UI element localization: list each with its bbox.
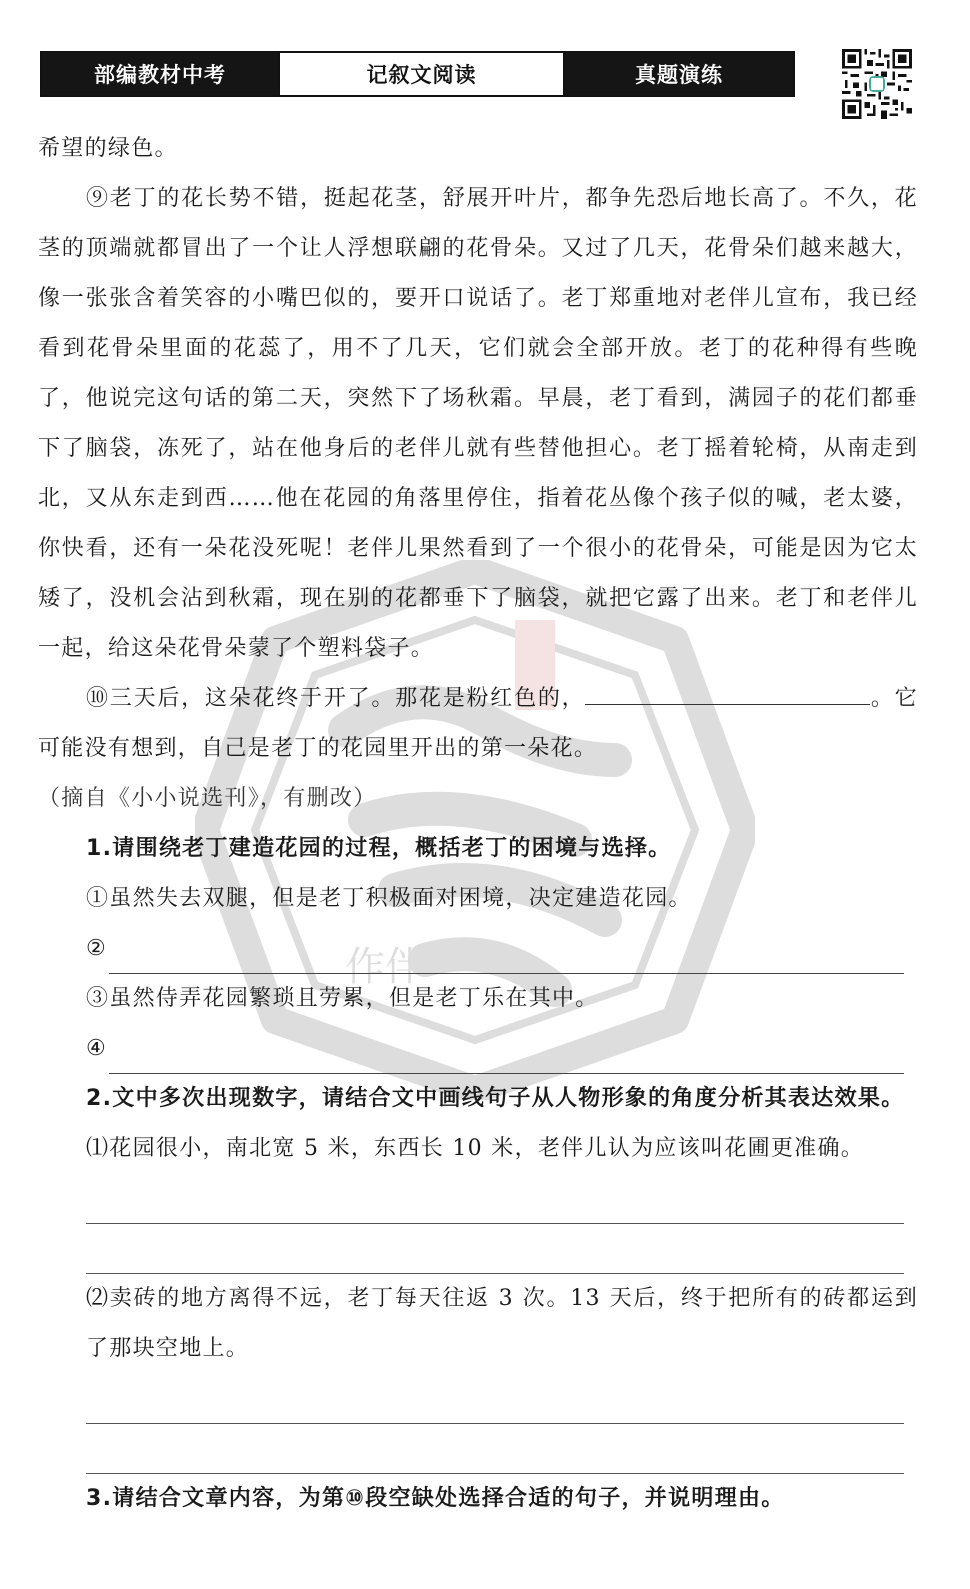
watermark-text: 作伴 (345, 944, 425, 990)
question-1-answer-1: ①虽然失去双腿，但是老丁积极面对困境，决定建造花园。 (86, 886, 692, 911)
answer-4-blank[interactable] (109, 1041, 904, 1074)
answer-2-marker: ② (86, 936, 108, 961)
question-2-sentence-1: ⑴花园很小，南北宽 5 米，东西长 10 米，老伴儿认为应该叫花圃更准确。 (86, 1136, 865, 1161)
question-2-sentence-2: ⑵卖砖的地方离得不远，老丁每天往返 3 次。13 天后，终于把所有的砖都运到了那块空地上。 (86, 1286, 918, 1361)
answer-line[interactable] (86, 1374, 904, 1424)
paragraph-10 (38, 674, 918, 774)
question-1-answer-3: ③虽然侍弄花园繁琐且劳累，但是老丁乐在其中。 (86, 986, 599, 1011)
header-textbook-label: 部编教材中考 (42, 53, 278, 95)
question-1-title: 1.请围绕老丁建造花园的过程，概括老丁的困境与选择。 (86, 836, 672, 861)
paragraph-10-start: ⑩三天后，这朵花终于开了。那花是粉红色的， (86, 686, 586, 711)
answer-line[interactable] (86, 1224, 904, 1274)
answer-4-marker: ④ (86, 1036, 108, 1061)
source-citation: （摘自《小小说选刊》，有删改） (38, 786, 377, 811)
answer-2-blank[interactable] (109, 941, 904, 974)
question-1-answer-4 (38, 1024, 918, 1074)
header-practice-label: 真题演练 (565, 53, 793, 95)
answer-line[interactable] (86, 1174, 904, 1224)
question-2-title: 2.文中多次出现数字，请结合文中画线句子从人物形象的角度分析其表达效果。 (86, 1086, 905, 1111)
paragraph-10-end: 。它可能没有想到，自己是老丁的花园里开出的第一朵花。 (38, 686, 918, 761)
question-3-title: 3.请结合文章内容，为第⑩段空缺处选择合适的句子，并说明理由。 (86, 1486, 785, 1511)
header-topic-label: 记叙文阅读 (278, 53, 565, 95)
answer-line[interactable] (86, 1424, 904, 1474)
section-header (40, 51, 795, 97)
qr-code-icon (842, 49, 912, 119)
reading-passage (38, 124, 918, 1524)
paragraph-9: ⑨老丁的花长势不错，挺起花茎，舒展开叶片，都争先恐后地长高了。不久，花茎的顶端就都冒出了一个让人浮想联翩的花骨朵。又过了几天，花骨朵们越来越大，像一张张含着笑容的小嘴巴似的，要开口说话了。老丁郑重地对老伴儿宣布，我已经看到花骨朵里面的花蕊了，用不了几天，它们就会全部开放。老丁的花种得有些晚了，他说完这句话的第二天，突然下了场秋霜。早晨，老丁看到，满园子的花们都垂下了脑袋，冻死了，站在他身后的老伴儿就有些替他担心。老丁摇着轮椅，从南走到北，又从东走到西……他在花园的角落里停住，指着花丛像个孩子似的喊，老太婆，你快看，还有一朵花没死呢！老伴儿果然看到了一个很小的花骨朵，可能是因为它太矮了，没机会沾到秋霜，现在别的花都垂下了脑袋，就把它露了出来。老丁和老伴儿一起，给这朵花骨朵蒙了个塑料袋子。 (38, 186, 918, 661)
question-1-answer-2 (38, 924, 918, 974)
passage-fragment: 希望的绿色。 (38, 136, 178, 161)
fill-in-blank[interactable] (585, 678, 870, 705)
